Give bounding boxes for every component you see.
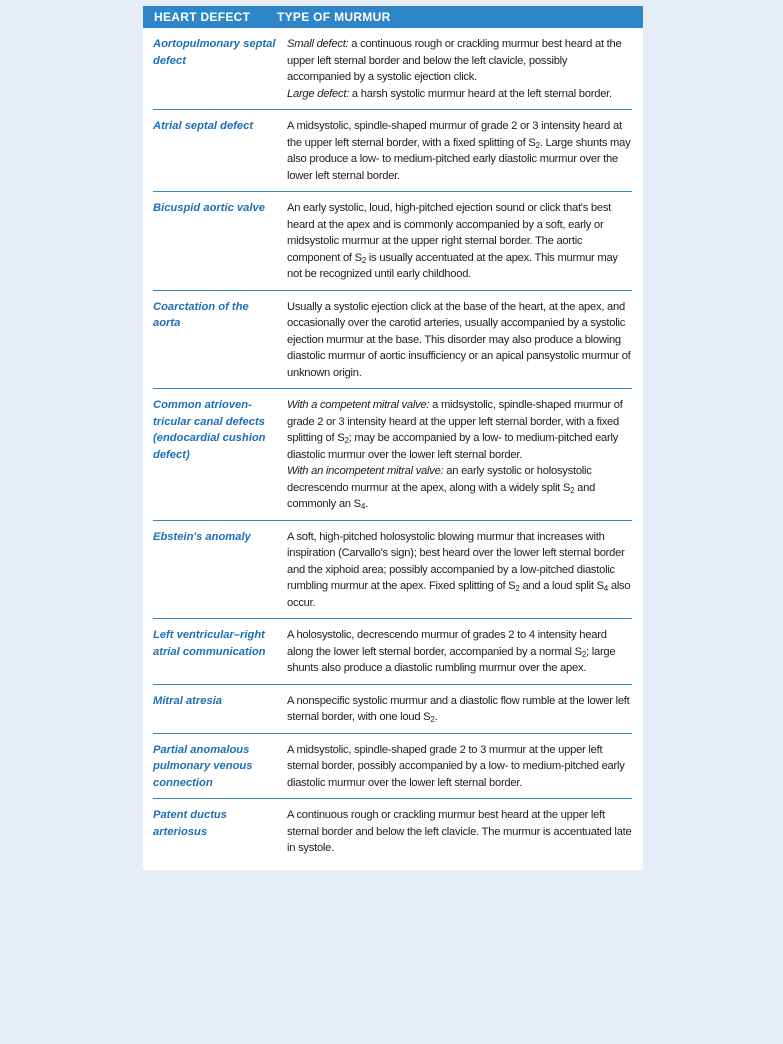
murmur-description-cell: [287, 529, 632, 612]
murmur-paragraph: [287, 807, 632, 857]
subscript: 4: [603, 584, 608, 593]
subscript: 2: [570, 485, 575, 495]
table-row: [153, 28, 632, 110]
table-row: [153, 619, 632, 685]
murmur-paragraph: [287, 397, 632, 463]
subscript: 2: [344, 436, 349, 445]
text-segment: is usually accentuated at the apex. This murmur may not be recognized until early childhood.: [287, 251, 618, 280]
text-segment: also occur.: [287, 580, 631, 609]
table-row: [153, 291, 632, 390]
subscript: 4: [360, 502, 366, 511]
table-row: [153, 110, 632, 192]
heart-defect-cell: Mitral atresia: [153, 694, 223, 707]
subscript: 2: [430, 715, 435, 724]
text-segment: and a loud split S: [519, 580, 604, 592]
text-segment: a midsystolic, spindle-shaped murmur of grade 2 or 3 intensity heard at the upper left sternal border, with a fixed splitting of S: [287, 399, 623, 444]
murmur-description-cell: [287, 200, 632, 283]
text-segment: an early systolic or holosystolic decrescendo murmur at the apex, along with a widely split S: [287, 465, 592, 494]
murmur-description-cell: [287, 807, 632, 857]
subscript: 2: [515, 584, 520, 593]
text-segment: An early systolic, loud, high-pitched ejection sound or click that's best heard at the apex and is commonly accompanied by a soft, early or midsystolic murmur at the upper right sternal border. The aortic component of S: [287, 202, 612, 264]
murmur-paragraph: [287, 36, 632, 86]
text-segment: a harsh systolic murmur heard at the left sternal border.: [349, 87, 612, 100]
heart-defect-cell: Atrial septal defect: [153, 120, 254, 132]
table-row: [153, 389, 632, 521]
header-heart-defect: HEART DEFECT: [154, 10, 251, 24]
heart-defect-cell: Common atrioven-tricular canal defects (endocardial cushion defect): [153, 399, 266, 461]
italic-label: With an incompetent mitral valve:: [287, 465, 444, 477]
text-segment: ; may be accompanied by a low- to medium-pitched early diastolic murmur over the lower left sternal border.: [287, 432, 619, 461]
murmur-paragraph: [287, 693, 632, 726]
subscript: 2: [535, 140, 540, 150]
murmur-description-cell: [287, 627, 632, 677]
text-segment: . Large shunts may also produce a low- to medium-pitched early diastolic murmur over the lower left sternal border.: [287, 136, 631, 182]
murmur-paragraph: [287, 299, 632, 382]
subscript: 2: [361, 255, 367, 265]
murmur-description-cell: [287, 299, 632, 382]
italic-label: With a competent mitral valve:: [287, 399, 430, 411]
murmur-description-cell: [287, 397, 632, 513]
text-segment: A soft, high-pitched holosystolic blowing murmur that increases with inspiration (Carvallo's sign); best heard over the lower left sternal border and the xiphoid area; possibly accompanied by a low-pitched diastolic rumbling murmur at the apex. Fixed splitting of S: [287, 530, 625, 592]
murmur-paragraph: [287, 742, 632, 792]
table-row: [153, 192, 632, 291]
murmur-description-cell: [287, 693, 632, 726]
table-row: [153, 685, 632, 734]
table-header: [143, 6, 643, 28]
heart-defect-cell: Left ventricular–right atrial communication: [153, 629, 266, 658]
murmur-paragraph: [287, 200, 632, 283]
murmur-paragraph: [287, 86, 632, 103]
text-segment: A midsystolic, spindle-shaped murmur of grade 2 or 3 intensity heard at the upper left sternal border, with a fixed splitting of S: [287, 120, 622, 149]
murmur-paragraph: [287, 529, 632, 612]
heart-defect-cell: Aortopulmonary septal defect: [153, 38, 276, 67]
murmur-table: [143, 6, 643, 870]
heart-defect-cell: Ebstein's anomaly: [153, 530, 251, 543]
heart-defect-cell: Bicuspid aortic valve: [153, 202, 265, 214]
text-segment: .: [365, 498, 368, 510]
text-segment: A midsystolic, spindle-shaped grade 2 to 3 murmur at the upper left sternal border, possibly accompanied by a low- to medium-pitched early diastolic murmur over the lower left sternal border.: [287, 743, 625, 789]
murmur-description-cell: [287, 118, 632, 184]
heart-defect-cell: Coarctation of the aorta: [153, 300, 249, 329]
heart-defect-cell: Partial anomalous pulmonary venous connection: [153, 743, 253, 789]
header-type-of-murmur: TYPE OF MURMUR: [277, 10, 391, 24]
text-segment: A nonspecific systolic murmur and a diastolic flow rumble at the lower left sternal border, with one loud S: [287, 694, 630, 723]
text-segment: a continuous rough or crackling murmur best heard at the upper left sternal border and below the left clavicle, possibly accompanied by a systolic ejection click.: [287, 38, 622, 83]
table-row: [153, 799, 632, 864]
text-segment: ; large shunts also produce a diastolic rumbling murmur over the apex.: [287, 645, 616, 674]
subscript: 2: [581, 649, 587, 659]
murmur-paragraph: [287, 627, 632, 677]
murmur-paragraph: [287, 463, 632, 513]
heart-defect-cell: Patent ductus arteriosus: [153, 809, 227, 838]
text-segment: A holosystolic, decrescendo murmur of grades 2 to 4 intensity heard along the lower left sternal border, accompanied by a normal S: [287, 629, 607, 658]
murmur-description-cell: [287, 742, 632, 792]
italic-label: Large defect:: [287, 87, 350, 100]
table-body: [143, 28, 643, 870]
murmur-description-cell: [287, 36, 632, 102]
text-segment: and commonly an S: [287, 481, 596, 510]
text-segment: Usually a systolic ejection click at the base of the heart, at the apex, and occasionally over the carotid arteries, usually accompanied by a systolic ejection murmur at the base. This disorder may also produce a blowing diastolic murmur of aortic insufficiency or an apical pansystolic murmur of unknown origin.: [287, 300, 631, 379]
text-segment: .: [434, 711, 438, 723]
table-row: [153, 734, 632, 800]
murmur-paragraph: [287, 118, 632, 184]
text-segment: A continuous rough or crackling murmur best heard at the upper left sternal border and below the left clavicle. The murmur is accentuated late in systole.: [287, 809, 632, 854]
italic-label: Small defect:: [287, 38, 349, 50]
table-row: [153, 521, 632, 620]
